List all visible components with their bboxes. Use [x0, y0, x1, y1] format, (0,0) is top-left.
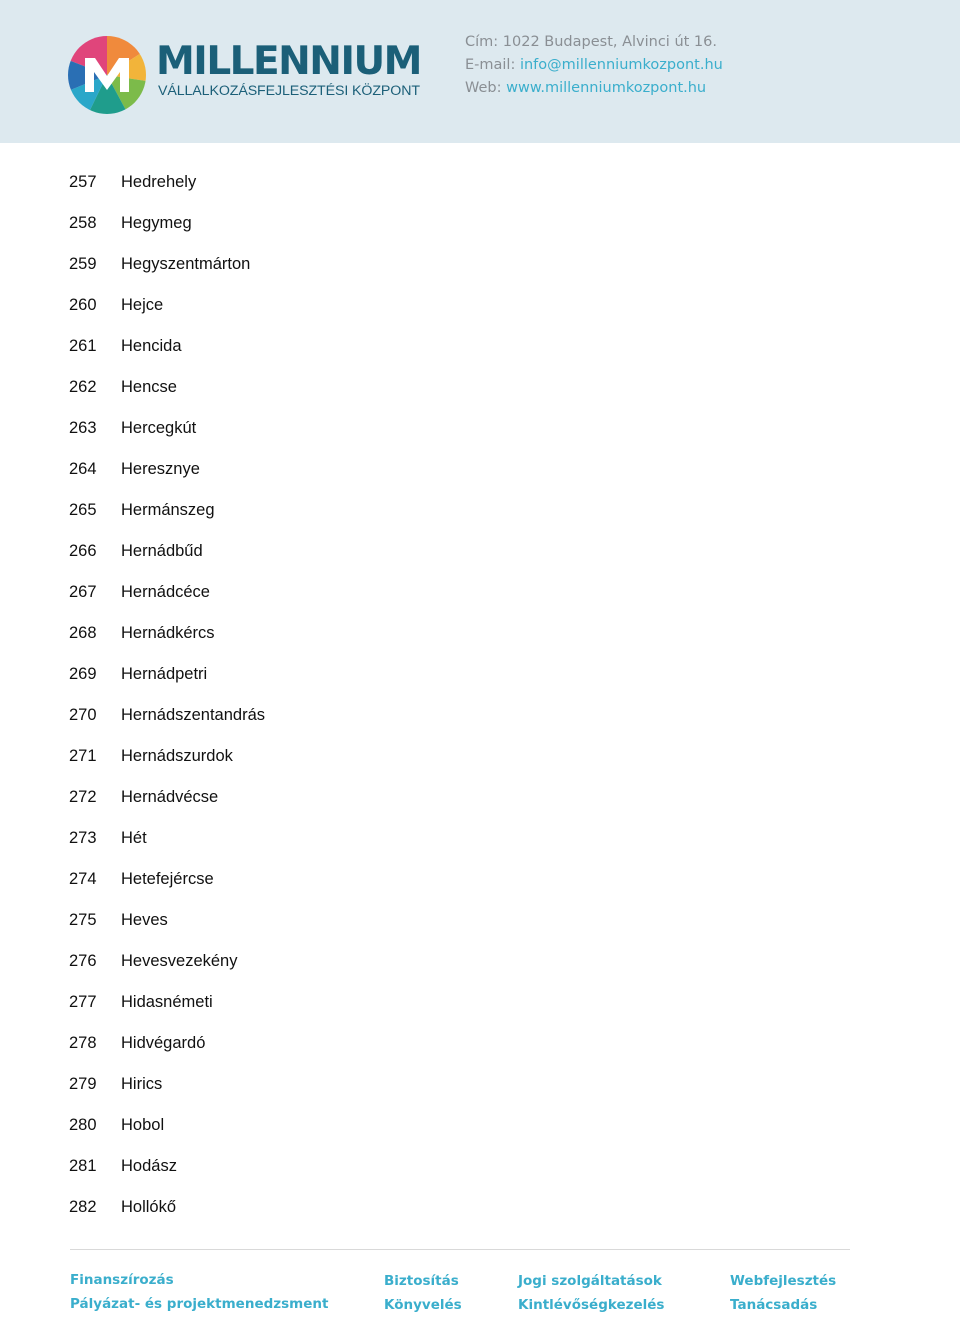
item-name: Hernádbűd: [121, 542, 203, 560]
item-number: 258: [69, 214, 97, 232]
item-name: Hernádszentandrás: [121, 706, 266, 724]
item-number: 259: [69, 255, 97, 273]
list-item: [69, 991, 265, 1032]
item-name: Hernádvécse: [121, 788, 219, 806]
email-line: [465, 54, 723, 77]
item-number: 265: [69, 501, 97, 519]
item-number: 267: [69, 583, 97, 601]
item-number: 262: [69, 378, 97, 396]
list-item: [69, 909, 265, 950]
list-item: [69, 499, 265, 540]
item-number: 270: [69, 706, 97, 724]
brand-name: MILLENNIUM: [156, 39, 421, 84]
list-item: [69, 663, 265, 704]
list-item: [69, 827, 265, 868]
item-number: 277: [69, 993, 97, 1011]
item-name: Heves: [121, 911, 168, 929]
item-name: Hollókő: [121, 1198, 177, 1216]
item-number: 273: [69, 829, 97, 847]
list-item: [69, 622, 265, 663]
list-item: [69, 581, 265, 622]
item-number: 274: [69, 870, 97, 888]
list-item: [69, 868, 265, 909]
footer-link-finanszirozas[interactable]: Finanszírozás: [70, 1272, 174, 1288]
item-number: 263: [69, 419, 97, 437]
item-name: Hernádpetri: [121, 665, 208, 683]
list-item: [69, 376, 265, 417]
settlement-list: [69, 171, 265, 1237]
item-name: Hét: [121, 829, 147, 847]
item-name: Hodász: [121, 1157, 177, 1175]
list-item: [69, 540, 265, 581]
item-number: 280: [69, 1116, 97, 1134]
item-number: 279: [69, 1075, 97, 1093]
item-number: 268: [69, 624, 97, 642]
list-item: [69, 253, 265, 294]
contact-block: [465, 31, 723, 100]
item-number: 266: [69, 542, 97, 560]
footer-link-tanacsadas[interactable]: Tanácsadás: [730, 1297, 818, 1313]
millennium-logo: [68, 36, 146, 114]
item-name: Hermánszeg: [121, 501, 215, 519]
page-header: [0, 0, 960, 143]
item-number: 271: [69, 747, 97, 765]
item-name: Hevesvezekény: [121, 952, 238, 970]
item-number: 275: [69, 911, 97, 929]
list-item: [69, 417, 265, 458]
item-name: Hernádkércs: [121, 624, 215, 642]
footer-link-konyveles[interactable]: Könyvelés: [384, 1297, 462, 1313]
list-item: [69, 171, 265, 212]
item-number: 260: [69, 296, 97, 314]
list-item: [69, 335, 265, 376]
item-name: Hernádcéce: [121, 583, 210, 601]
item-number: 276: [69, 952, 97, 970]
footer-link-biztositas[interactable]: Biztosítás: [384, 1273, 459, 1289]
item-number: 278: [69, 1034, 97, 1052]
item-name: Hegymeg: [121, 214, 192, 232]
item-name: Hencida: [121, 337, 182, 355]
web-label: Web:: [465, 80, 507, 96]
item-name: Hercegkút: [121, 419, 197, 437]
item-name: Hernádszurdok: [121, 747, 233, 765]
list-item: [69, 294, 265, 335]
item-number: 257: [69, 173, 97, 191]
item-name: Hejce: [121, 296, 164, 314]
web-line: [465, 77, 723, 100]
item-name: Heresznye: [121, 460, 200, 478]
item-name: Hegyszentmárton: [121, 255, 251, 273]
item-number: 261: [69, 337, 97, 355]
list-item: [69, 212, 265, 253]
footer-link-webfejlesztes[interactable]: Webfejlesztés: [730, 1273, 837, 1289]
email-label: E-mail:: [465, 57, 520, 73]
item-name: Hencse: [121, 378, 177, 396]
list-item: [69, 704, 265, 745]
list-item: [69, 1114, 265, 1155]
list-item: [69, 1032, 265, 1073]
list-item: [69, 458, 265, 499]
item-number: 264: [69, 460, 97, 478]
item-name: Hobol: [121, 1116, 165, 1134]
email-link[interactable]: info@millenniumkozpont.hu: [519, 57, 723, 73]
footer-link-jogi[interactable]: Jogi szolgáltatások: [518, 1273, 662, 1289]
item-number: 282: [69, 1198, 97, 1216]
footer-link-palyazat[interactable]: Pályázat- és projektmenedzsment: [70, 1296, 329, 1312]
item-name: Hidasnémeti: [121, 993, 213, 1011]
item-number: 281: [69, 1157, 97, 1175]
list-item: [69, 1155, 265, 1196]
footer-divider: [70, 1249, 850, 1250]
item-number: 269: [69, 665, 97, 683]
web-link[interactable]: www.millenniumkozpont.hu: [506, 80, 707, 96]
footer-link-kintlevoseg[interactable]: Kintlévőségkezelés: [518, 1297, 665, 1313]
item-name: Hidvégardó: [121, 1034, 206, 1052]
list-item: [69, 1196, 265, 1237]
item-name: Hedrehely: [121, 173, 197, 191]
item-name: Hetefejércse: [121, 870, 214, 888]
list-item: [69, 745, 265, 786]
address-text: Cím: 1022 Budapest, Alvinci út 16.: [465, 34, 717, 50]
list-item: [69, 1073, 265, 1114]
item-name: Hirics: [121, 1075, 163, 1093]
list-item: [69, 786, 265, 827]
list-item: [69, 950, 265, 991]
brand-tagline: VÁLLALKOZÁSFEJLESZTÉSI KÖZPONT: [158, 83, 420, 99]
item-number: 272: [69, 788, 97, 806]
